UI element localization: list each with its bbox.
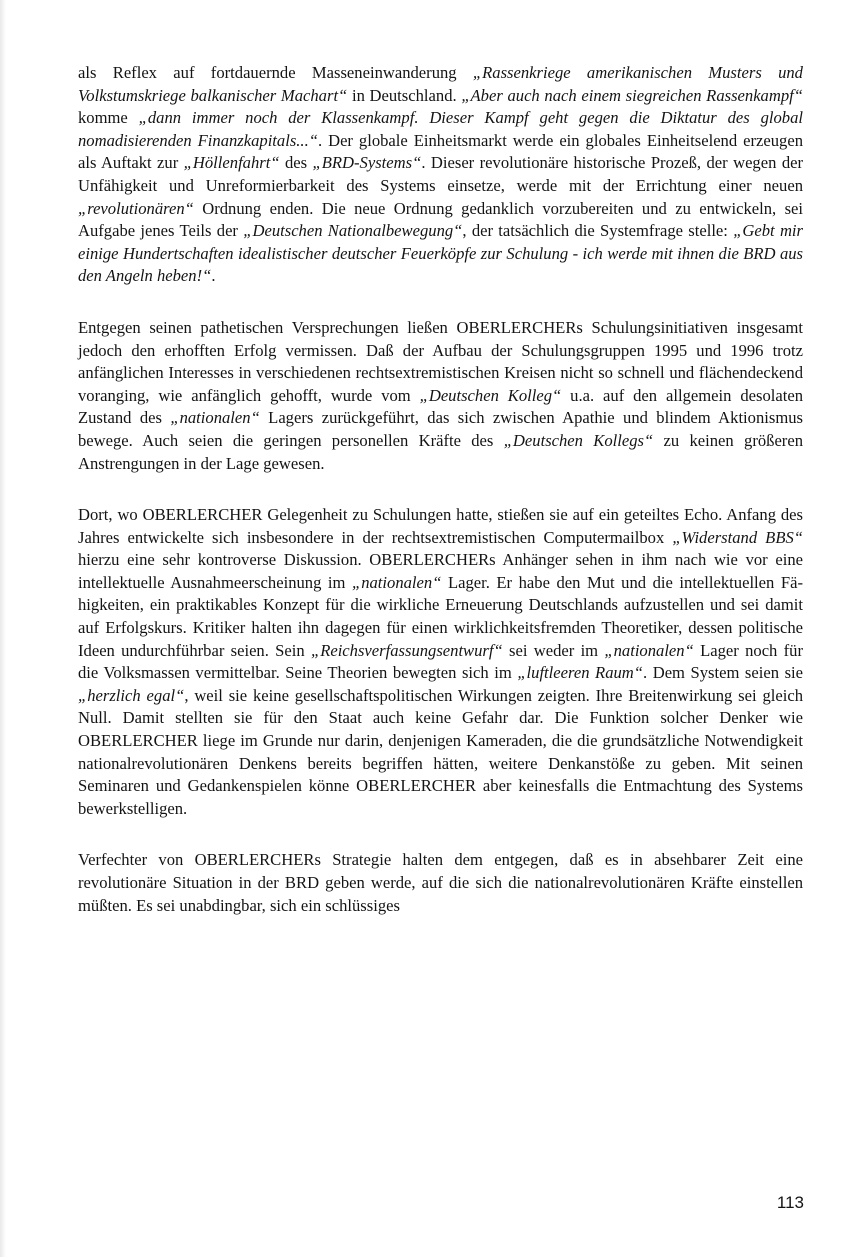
text-run: Lagers zurückgeführt, das sich zwischen Apathie und blindem Aktionismus bewege. Auch seien die geringen personellen Kräfte des xyxy=(78,408,803,450)
text-run: Verfechter von OBERLERCHERs Strategie halten dem entgegen, daß es in absehbarer Zeit eine revolutionäre Situation in der BRD geben werde, auf die sich die nationalrevolutionären Kräfte einstellen müßten. Es sei unabdingbar, sich ein schlüssiges xyxy=(78,850,803,915)
paragraph xyxy=(78,504,803,820)
paragraph xyxy=(78,849,803,917)
text-run: zu keinen größeren Anstrengungen in der Lage gewesen. xyxy=(78,430,803,473)
text-run: , weil sie keine gesellschaftspolitischen Wirkungen zeigten. Ihre Breitenwirkung sei gleich Null. Damit stellten sie für den Staat auch keine Gefahr dar. Die Funktion solcher Denker wie OBERLERCHER liege im Grunde nur darin, denjenigen Kameraden, die die grundsätzliche Notwendigkeit nationalrevolutionären Denkens bereits begriffen hätten, weitere Denkanstöße zu geben. Mit seinen Seminaren und Gedankenspielen könne OBERLERCHER aber keinesfalls die Entmachtung des Systems bewerkstelligen. xyxy=(78,685,803,818)
quoted-phrase: „Aber auch nach einem siegreichen Rassenkampf“ xyxy=(461,85,803,105)
scan-edge-shadow xyxy=(0,0,6,1257)
text-run: als Reflex auf fortdauernde Masseneinwanderung xyxy=(78,63,473,82)
quoted-phrase: „Rassenkriege amerikanischen Musters und Volkstumskriege balkanischer Machart“ xyxy=(78,63,803,105)
quoted-phrase: „Reichsverfassungsentwurf“ xyxy=(310,640,503,660)
text-run: Lager. Er habe den Mut und die intellektuellen Fähigkeiten, ein praktikables Konzept für die wirkliche Erneuerung Deutschlands aufzustellen und sei damit auf Erfolgskurs. Kritiker halten ihn dagegen für einen wirklichkeitsfremden Theoretiker, dessen politische Ideen undurchführbar seien. Sein xyxy=(78,572,803,660)
text-run: . Dieser revolutionäre historische Prozeß, der wegen der Unfähigkeit und Unreformierbarkeit des Systems einsetze, werde mit der Errichtung einer neuen xyxy=(78,153,804,195)
quoted-phrase: „luftleeren Raum“ xyxy=(517,663,644,683)
text-run: . xyxy=(211,266,216,286)
text-run: u.a. auf den allgemein desolaten Zustand des xyxy=(78,385,804,428)
quoted-phrase: „herzlich egal“ xyxy=(78,685,185,705)
text-run: Dort, wo OBERLERCHER Gelegenheit zu Schulungen hatte, stießen sie auf ein geteiltes Echo. Anfang des Jahres entwickelte sich insbesondere in der rechtsextremistischen Computermailbox xyxy=(78,505,803,547)
quoted-phrase: „Deutschen Kolleg“ xyxy=(419,385,562,405)
quoted-phrase: „Höllenfahrt“ xyxy=(183,153,280,173)
quoted-phrase: „nationalen“ xyxy=(170,408,260,428)
text-run: , der tatsächlich die Systemfrage stelle: xyxy=(462,221,734,241)
paragraph xyxy=(78,62,803,288)
page-number: 113 xyxy=(776,1193,804,1212)
text-run: Ordnung enden. Die neue Ordnung gedanklich vorzubereiten und zu entwickeln, sei Aufgabe jenes Teils der xyxy=(78,198,803,241)
body-text xyxy=(78,62,803,946)
quoted-phrase: „Widerstand BBS“ xyxy=(672,527,803,547)
quoted-phrase: „dann immer noch der Klassenkampf. Dieser Kampf geht gegen die Diktatur des global nomadisierenden Finanzkapitals...“ xyxy=(78,108,803,150)
text-run: hierzu eine sehr kontroverse Diskussion. OBERLERCHERs Anhänger sehen in ihm nach wie vor eine intellektuelle Ausnahmeerscheinung im xyxy=(78,550,803,592)
paragraph xyxy=(78,317,803,475)
quoted-phrase: „nationalen“ xyxy=(604,640,694,660)
quoted-phrase: „revolutionären“ xyxy=(78,198,194,218)
text-run: komme xyxy=(78,108,139,128)
quoted-phrase: „nationalen“ xyxy=(351,572,442,592)
quoted-phrase: „BRD-Systems“ xyxy=(312,153,422,173)
text-run: Lager noch für die Volksmassen vermittelbar. Seine Theorien bewegten sich im xyxy=(78,640,803,683)
quoted-phrase: „Gebt mir einige Hundertschaften idealistischer deutscher Feuerköpfe zur Schulung - ich werde mit ihnen die BRD aus den Angeln heben!“ xyxy=(78,221,803,286)
quoted-phrase: „Deutschen Kollegs“ xyxy=(503,430,654,450)
text-run: . Der globale Einheitsmarkt werde ein globales Einheitselend erzeugen als Auftakt zur xyxy=(78,130,803,173)
text-run: des xyxy=(279,153,313,173)
quoted-phrase: „Deutschen Nationalbewegung“ xyxy=(243,221,463,241)
text-run: sei weder im xyxy=(502,640,605,660)
text-run: . Dem System seien sie xyxy=(643,663,803,683)
text-run: Entgegen seinen pathetischen Versprechungen ließen OBERLERCHERs Schulungsinitiativen insgesamt jedoch den erhofften Erfolg vermissen. Daß der Aufbau der Schulungsgruppen 1995 und 1996 trotz anfänglichen Interesses in verschiedenen rechtsextremistischen Kreisen nicht so schnell und flächendeckend voranging, wie anfänglich gehofft, wurde vom xyxy=(78,317,803,405)
text-run: in Deutschland. xyxy=(347,85,462,105)
